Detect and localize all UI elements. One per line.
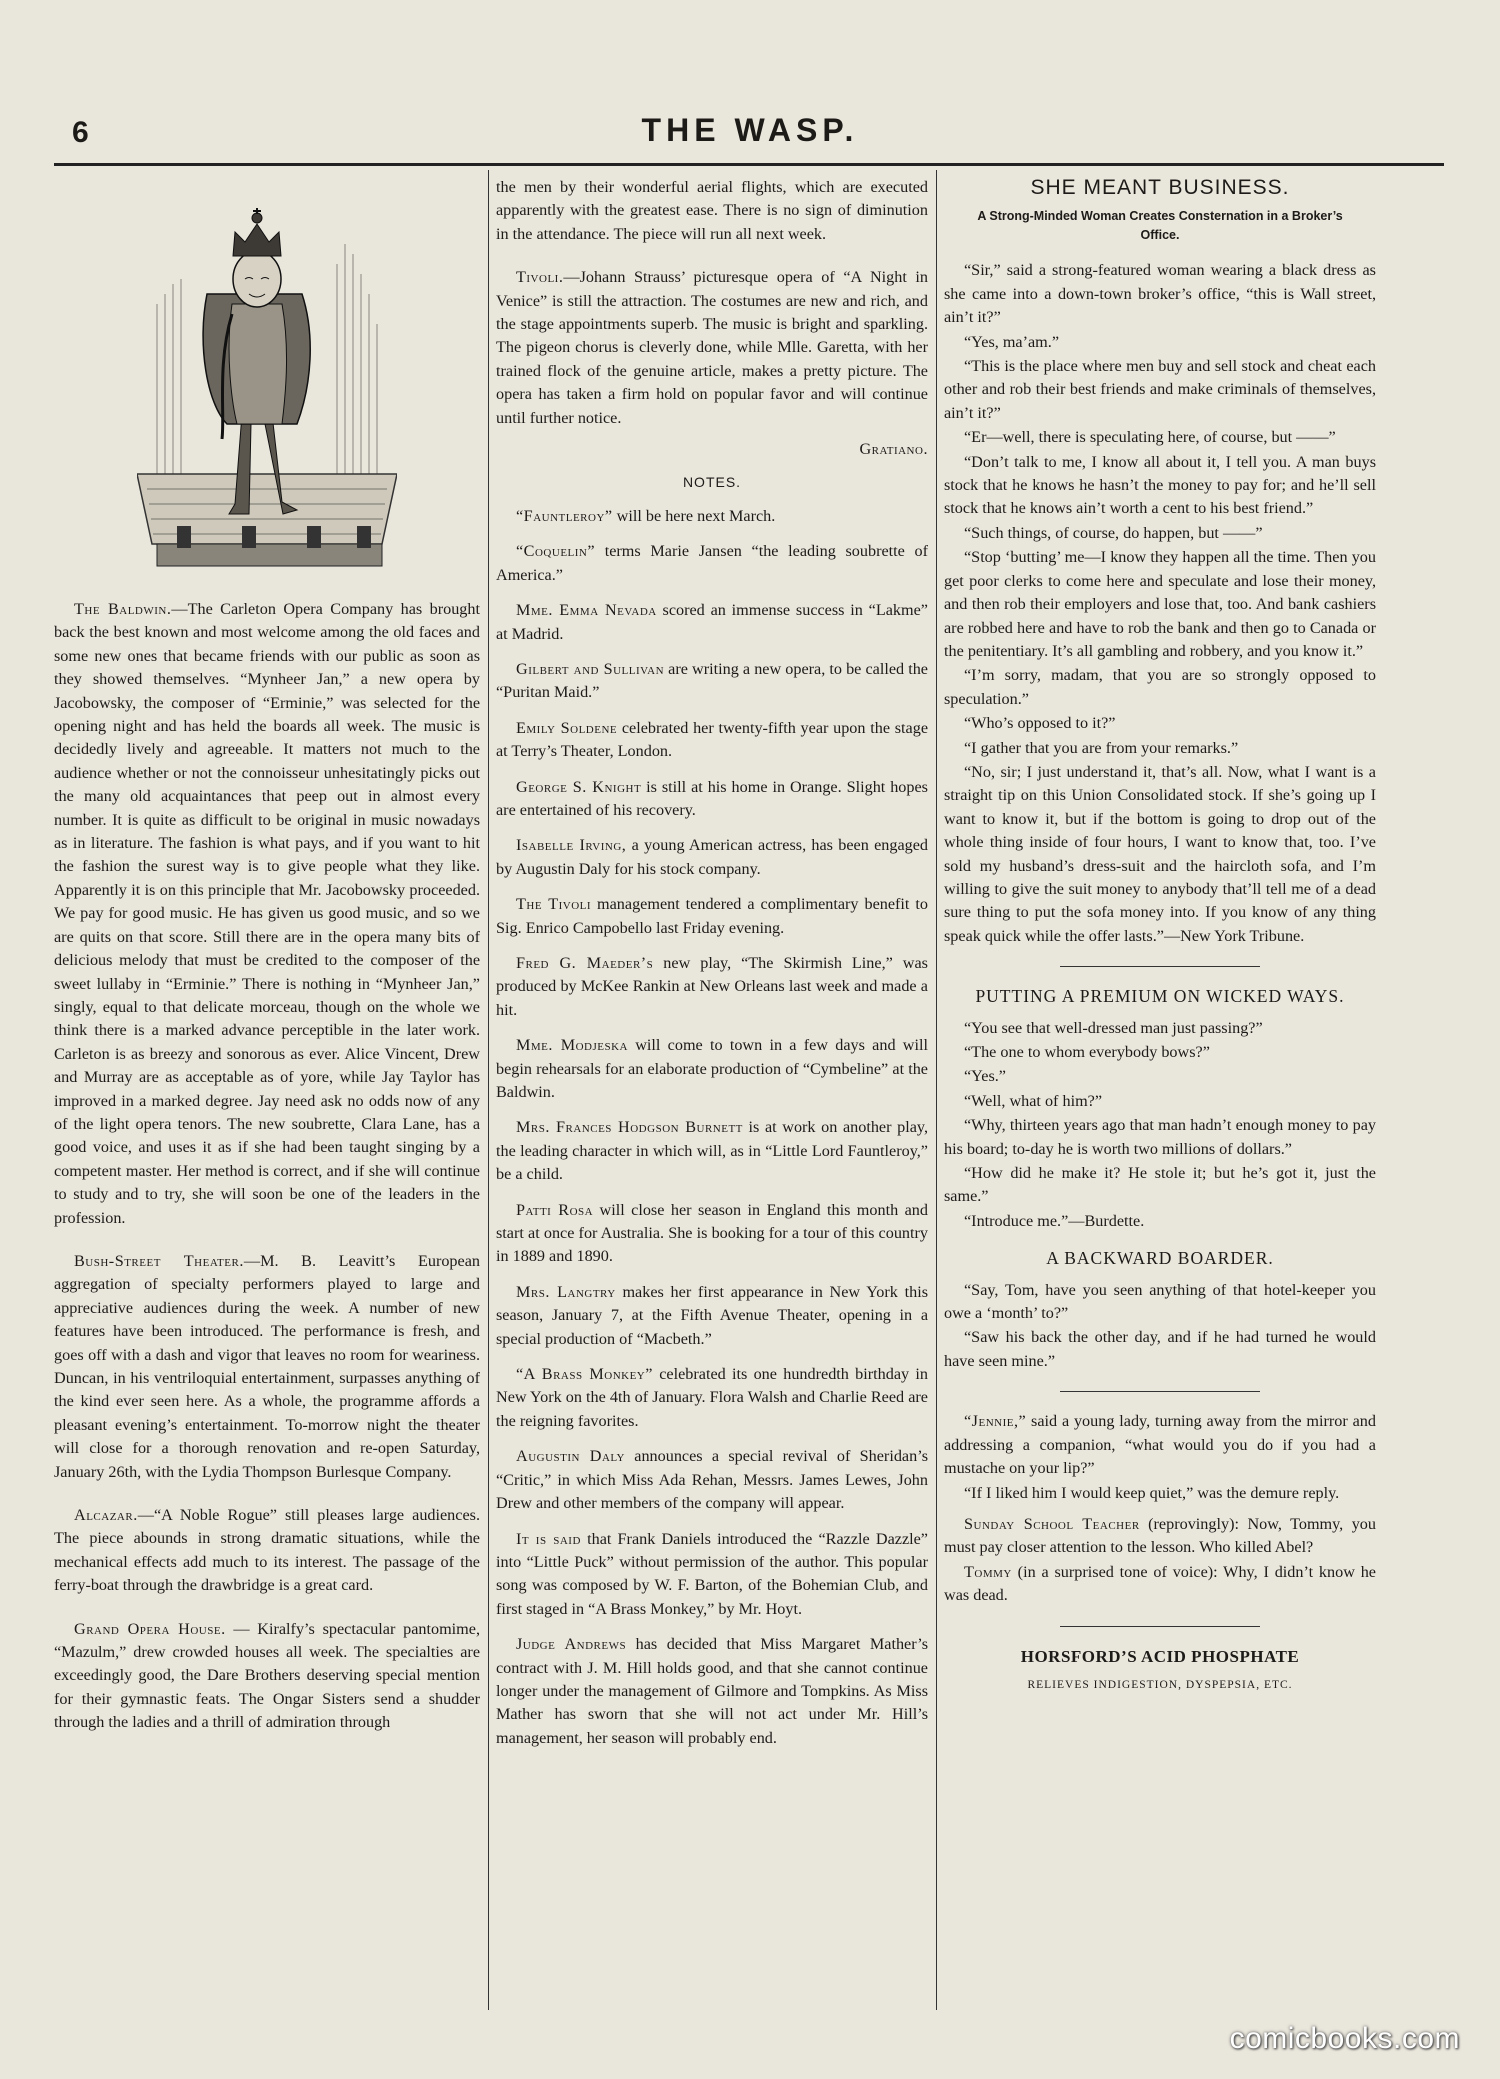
note-item: [496, 1034, 928, 1104]
note-item: [496, 717, 928, 764]
note-text: management tendered a complimentary benefit to Sig. Enrico Campobello last Friday evening.: [496, 895, 928, 937]
premium-paragraph: “How did he make it? He stole it; but he’s got it, just the same.”: [944, 1164, 1376, 1206]
note-item: [496, 658, 928, 705]
masthead: THE WASP.: [641, 112, 859, 148]
alcazar-heading: Alcazar.: [74, 1506, 138, 1525]
bush-heading: Bush-Street Theater.: [74, 1251, 244, 1270]
divider: [1060, 1391, 1260, 1392]
note-lead: Isabelle Irving,: [516, 836, 627, 855]
premium-title: PUTTING A PREMIUM ON WICKED WAYS.: [975, 986, 1345, 1007]
tivoli-heading: Tivoli.: [516, 268, 564, 287]
story-paragraph: “Stop ‘butting’ me—I know they happen all the time. Then you get poor clerks to come here and speculate and lose their money, and then rob their employers and lose that, too. And bank cashiers are robbed here and have to rob the bank and then go to Canada or the penitentiary. It’s all gambling and robbery, and you know it.”: [944, 548, 1376, 660]
note-lead: Judge Andrews: [516, 1635, 627, 1654]
she-meant-business-subhead: A Strong-Minded Woman Creates Consternation in a Broker’s Office.: [977, 209, 1343, 243]
column-1: [54, 176, 480, 2016]
grand-opera-continued: the men by their wonderful aerial flights, which are executed apparently with the greatest ease. There is no sign of diminution in the attendance. The piece will run all next week.: [496, 178, 928, 243]
story-paragraphs: [944, 259, 1376, 948]
note-text: will close her season in England this month and start at once for Australia. She is booking for a tour of this country in 1889 and 1890.: [496, 1200, 928, 1266]
note-text: new play, “The Skirmish Line,” was produced by McKee Rankin at New Orleans last week and made a hit.: [496, 953, 928, 1019]
jennie-reply: “If I liked him I would keep quiet,” was the demure reply.: [964, 1483, 1340, 1502]
note-text: makes her first appearance in New York this season, January 7, at the Fifth Avenue Theater, opening in a special production of “Macbeth.”: [496, 1282, 928, 1348]
note-text: will come to town in a few days and will begin rehearsals for an elaborate production of “Cymbeline” at the Baldwin.: [496, 1036, 928, 1101]
story-paragraph: “Sir,” said a strong-featured woman wearing a black dress as she came into a down-town broker’s office, “this is Wall street, ain’t it?”: [944, 261, 1376, 327]
note-text: will be here next March.: [612, 506, 776, 525]
note-lead: Mrs. Frances Hodgson Burnett: [516, 1118, 743, 1137]
story-paragraph: “Er—well, there is speculating here, of course, but ——”: [964, 428, 1336, 447]
note-item: [496, 1445, 928, 1515]
note-item: [496, 599, 928, 646]
teacher-lead: Sunday School Teacher: [964, 1514, 1140, 1533]
note-item: [496, 1199, 928, 1269]
note-lead: “Fauntleroy”: [516, 506, 613, 525]
note-lead: The Tivoli: [516, 895, 592, 914]
teacher-text: (reprovingly): Now, Tommy, you must pay closer attention to the lesson. Who killed Abel?: [944, 1514, 1376, 1557]
notes-title: NOTES.: [682, 474, 742, 491]
tivoli-signature: Gratiano.: [859, 440, 928, 459]
header-rule: [54, 163, 1444, 166]
premium-paragraph: “You see that well-dressed man just passing?”: [964, 1018, 1263, 1037]
story-paragraph: “Yes, ma’am.”: [964, 332, 1060, 351]
note-text: a young American actress, has been engaged by Augustin Daly for his stock company.: [496, 836, 928, 878]
note-text: are writing a new opera, to be called the “Puritan Maid.”: [496, 659, 928, 702]
note-lead: Patti Rosa: [516, 1200, 594, 1219]
note-item: [496, 952, 928, 1022]
watermark: comicbooks.com: [1229, 2022, 1460, 2055]
alcazar-text: —“A Noble Rogue” still pleases large audiences. The piece abounds in strong dramatic situations, while the mechanical effects add much to its interest. The passage of the ferry-boat through the drawbridge is a great card.: [54, 1506, 480, 1595]
note-item: [496, 893, 928, 940]
note-item: [496, 1116, 928, 1186]
note-text: is at work on another play, the leading character in which will, as in “Little Lord Fauntleroy,” be a child.: [496, 1118, 928, 1184]
boarder-paragraph: “Say, Tom, have you seen anything of that hotel-keeper you owe a ‘month’ to?”: [944, 1280, 1376, 1323]
premium-paragraph: “Introduce me.”—Burdette.: [964, 1211, 1145, 1230]
note-item: [496, 1281, 928, 1351]
note-text: has decided that Miss Margaret Mather’s contract with J. M. Hill holds good, and that she cannot continue longer under the management of Gilmore and Tompkins. As Miss Mather has sworn that she will not act under Mr. Hill’s management, her season will probably end.: [496, 1635, 928, 1747]
baldwin-text: —The Carleton Opera Company has brought back the best known and most welcome among the old faces and some new ones that became friends with our public as soon as they showed themselves. “Mynheer Jan,” a new opera by Jacobowsky, the composer of “Erminie,” was selected for the opening night and has held the boards all week. The music is decidedly lively and agreeable. It matters not much to the audience whether or not the connoisseur unhesitatingly picks out the many old acquaintances that peep out in almost every number. It is quite as difficult to be original in music nowadays as in literature. The fashion is what pays, and if you want to hit the fashion the surest way is to give people what they like. Apparently it is on this principle that Mr. Jacobowsky proceeded. We pay for good music. He has given us good music, and so we are quits on that score. Still there are in the opera many bits of delicious melody that must be credited to the composer of the sweet lullaby in “Erminie.” There is nothing in “Mynheer Jan,” singly, equal to that delicate morceau, though on the whole we think there is a marked advance perceptible in the later work. Carleton is as breezy and sonorous as ever. Alice Vincent, Drew and Murray are as acceptable as of yore, while Jay Taylor has improved in a marked degree. Jay need ask no odds now of any of the light opera tenors. The new soubrette, Clara Lane, has a good voice, and uses it as if she had been taught singing by a competent master. Her method is correct, and if she will continue to study and to try, she will soon be one of the leaders in the profession.: [54, 600, 480, 1227]
premium-paragraph: “The one to whom everybody bows?”: [964, 1043, 1210, 1061]
story-paragraph: “Who’s opposed to it?”: [964, 714, 1116, 733]
note-item: [496, 540, 928, 587]
column-3: [944, 176, 1376, 2016]
note-lead: It is said: [516, 1529, 581, 1548]
note-lead: Mme. Emma Nevada: [516, 601, 657, 620]
note-item: [496, 505, 928, 528]
note-lead: Fred G. Maeder’s: [516, 953, 654, 972]
jennie-text: said a young lady, turning away from the mirror and addressing a companion, “what would you do if you had a mustache on your lip?”: [944, 1412, 1376, 1478]
tivoli-text: —Johann Strauss’ picturesque opera of “A Night in Venice” is still the attraction. The costumes are new and rich, and the stage appointments superb. The music is bright and sparkling. The pigeon chorus is cleverly done, while Mlle. Garetta, with her trained flock of the genuine article, makes a pretty picture. The opera has taken a firm hold on popular favor and will continue until further notice.: [496, 268, 928, 427]
note-lead: George S. Knight: [516, 777, 642, 796]
column-divider: [936, 170, 937, 2010]
note-lead: Mme. Modjeska: [516, 1036, 628, 1055]
story-paragraph: “Don’t talk to me, I know all about it, I tell you. A man buys stock that he knows he hasn’t the money to pay for; and he’ll sell stock that he knows ain’t worth a cent to his best friend.”: [944, 452, 1376, 518]
grand-opera-heading: Grand Opera House.: [74, 1619, 226, 1638]
note-lead: Emily Soldene: [516, 718, 618, 737]
she-meant-business-headline: SHE MEANT BUSINESS.: [1030, 176, 1290, 199]
note-item: [496, 1363, 928, 1433]
boarder-title: A BACKWARD BOARDER.: [1046, 1248, 1274, 1269]
advert-subtitle: RELIEVES INDIGESTION, DYSPEPSIA, ETC.: [1027, 1678, 1293, 1691]
note-item: [496, 834, 928, 881]
jennie-lead: “Jennie,”: [964, 1412, 1027, 1431]
page-number: 6: [72, 116, 89, 149]
baldwin-heading: The Baldwin.: [74, 600, 172, 618]
divider: [1060, 966, 1260, 967]
note-lead: “Coquelin”: [516, 542, 596, 561]
note-item: [496, 776, 928, 823]
tommy-lead: Tommy: [964, 1562, 1012, 1581]
note-lead: Mrs. Langtry: [516, 1282, 616, 1301]
notes-list: [496, 505, 928, 1762]
story-paragraph: “I gather that you are from your remarks.”: [964, 738, 1239, 757]
premium-paragraphs: [944, 1017, 1376, 1234]
note-text: that Frank Daniels introduced the “Razzle Dazzle” into “Little Puck” without permission of the author. This popular song was composed by W. F. Barton, of the Bohemian Club, and first staged in “A Brass Monkey,” by Mr. Hoyt.: [496, 1529, 928, 1618]
bush-text: —M. B. Leavitt’s European aggregation of specialty performers played to large and appreciative audiences during the week. A number of new features have been introduced. The performance is fresh, and goes off with a dash and vigor that leaves no room for weariness. Duncan, in his ventriloquial entertainment, surpasses anything of the kind ever seen here. As a whole, the programme affords a pleasant evening’s entertainment. To-morrow night the theater will close for a thorough renovation and re-open Saturday, January 26th, with the Lydia Thompson Burlesque Company.: [54, 1251, 480, 1481]
boarder-paragraphs: [944, 1279, 1376, 1374]
column-2: [496, 176, 928, 2016]
premium-paragraph: “Yes.”: [964, 1067, 1006, 1086]
grand-opera-text: — Kiralfy’s spectacular pantomime, “Mazulm,” drew crowded houses all week. The specialties are exceedingly good, the Dare Brothers deserving special mention for their gymnastic feats. The Ongar Sisters send a shudder through the ladies and a thrill of admiration through: [54, 1619, 480, 1732]
note-text: celebrated its one hundredth birthday in New York on the 4th of January. Flora Walsh and Charlie Reed are the reigning favorites.: [496, 1365, 928, 1430]
note-lead: Augustin Daly: [516, 1447, 625, 1466]
premium-paragraph: “Why, thirteen years ago that man hadn’t enough money to pay his board; to-day he is worth two millions of dollars.”: [944, 1116, 1376, 1158]
divider: [1060, 1626, 1260, 1627]
premium-paragraph: “Well, what of him?”: [964, 1091, 1103, 1110]
story-paragraph: “Such things, of course, do happen, but ——”: [964, 523, 1263, 542]
story-paragraph: “No, sir; I just understand it, that’s all. Now, what I want is a straight tip on this Union Consolidated stock. If she’s going up I want to know it, but if the bottom is going to drop out of the whole thing inside of four hours, I want to know that, too. I’ve sold my husband’s dress-suit and the haircloth sofa, and I’m willing to give the suit money to anybody that’ll tell me of a dead sure thing to put the sofa money into. If you know of any thing speak quick while the offer lasts.”—New York Tribune.: [944, 762, 1376, 945]
caricature-illustration: [137, 184, 397, 584]
note-text: celebrated her twenty-fifth year upon the stage at Terry’s Theater, London.: [496, 718, 928, 761]
story-paragraph: “This is the place where men buy and sell stock and cheat each other and rob their best friends and make criminals of themselves, ain’t it?”: [944, 357, 1376, 422]
advert-title: HORSFORD’S ACID PHOSPHATE: [1020, 1646, 1300, 1666]
note-item: [496, 1633, 928, 1750]
note-text: terms Marie Jansen “the leading soubrette of America.”: [496, 542, 928, 584]
story-paragraph: “I’m sorry, madam, that you are so strongly opposed to speculation.”: [944, 666, 1376, 708]
note-item: [496, 1528, 928, 1622]
boarder-paragraph: “Saw his back the other day, and if he had turned he would have seen mine.”: [944, 1328, 1376, 1370]
tommy-text: (in a surprised tone of voice): Why, I didn’t know he was dead.: [944, 1562, 1376, 1605]
note-text: is still at his home in Orange. Slight hopes are entertained of his recovery.: [496, 777, 928, 819]
note-lead: “A Brass Monkey”: [516, 1365, 653, 1384]
note-lead: Gilbert and Sullivan: [516, 659, 665, 678]
column-divider: [488, 170, 489, 2010]
note-text: announces a special revival of Sheridan’s “Critic,” in which Miss Ada Rehan, Messrs. James Lewes, John Drew and other members of the company will appear.: [496, 1447, 928, 1513]
note-text: scored an immense success in “Lakme” at Madrid.: [496, 601, 928, 643]
